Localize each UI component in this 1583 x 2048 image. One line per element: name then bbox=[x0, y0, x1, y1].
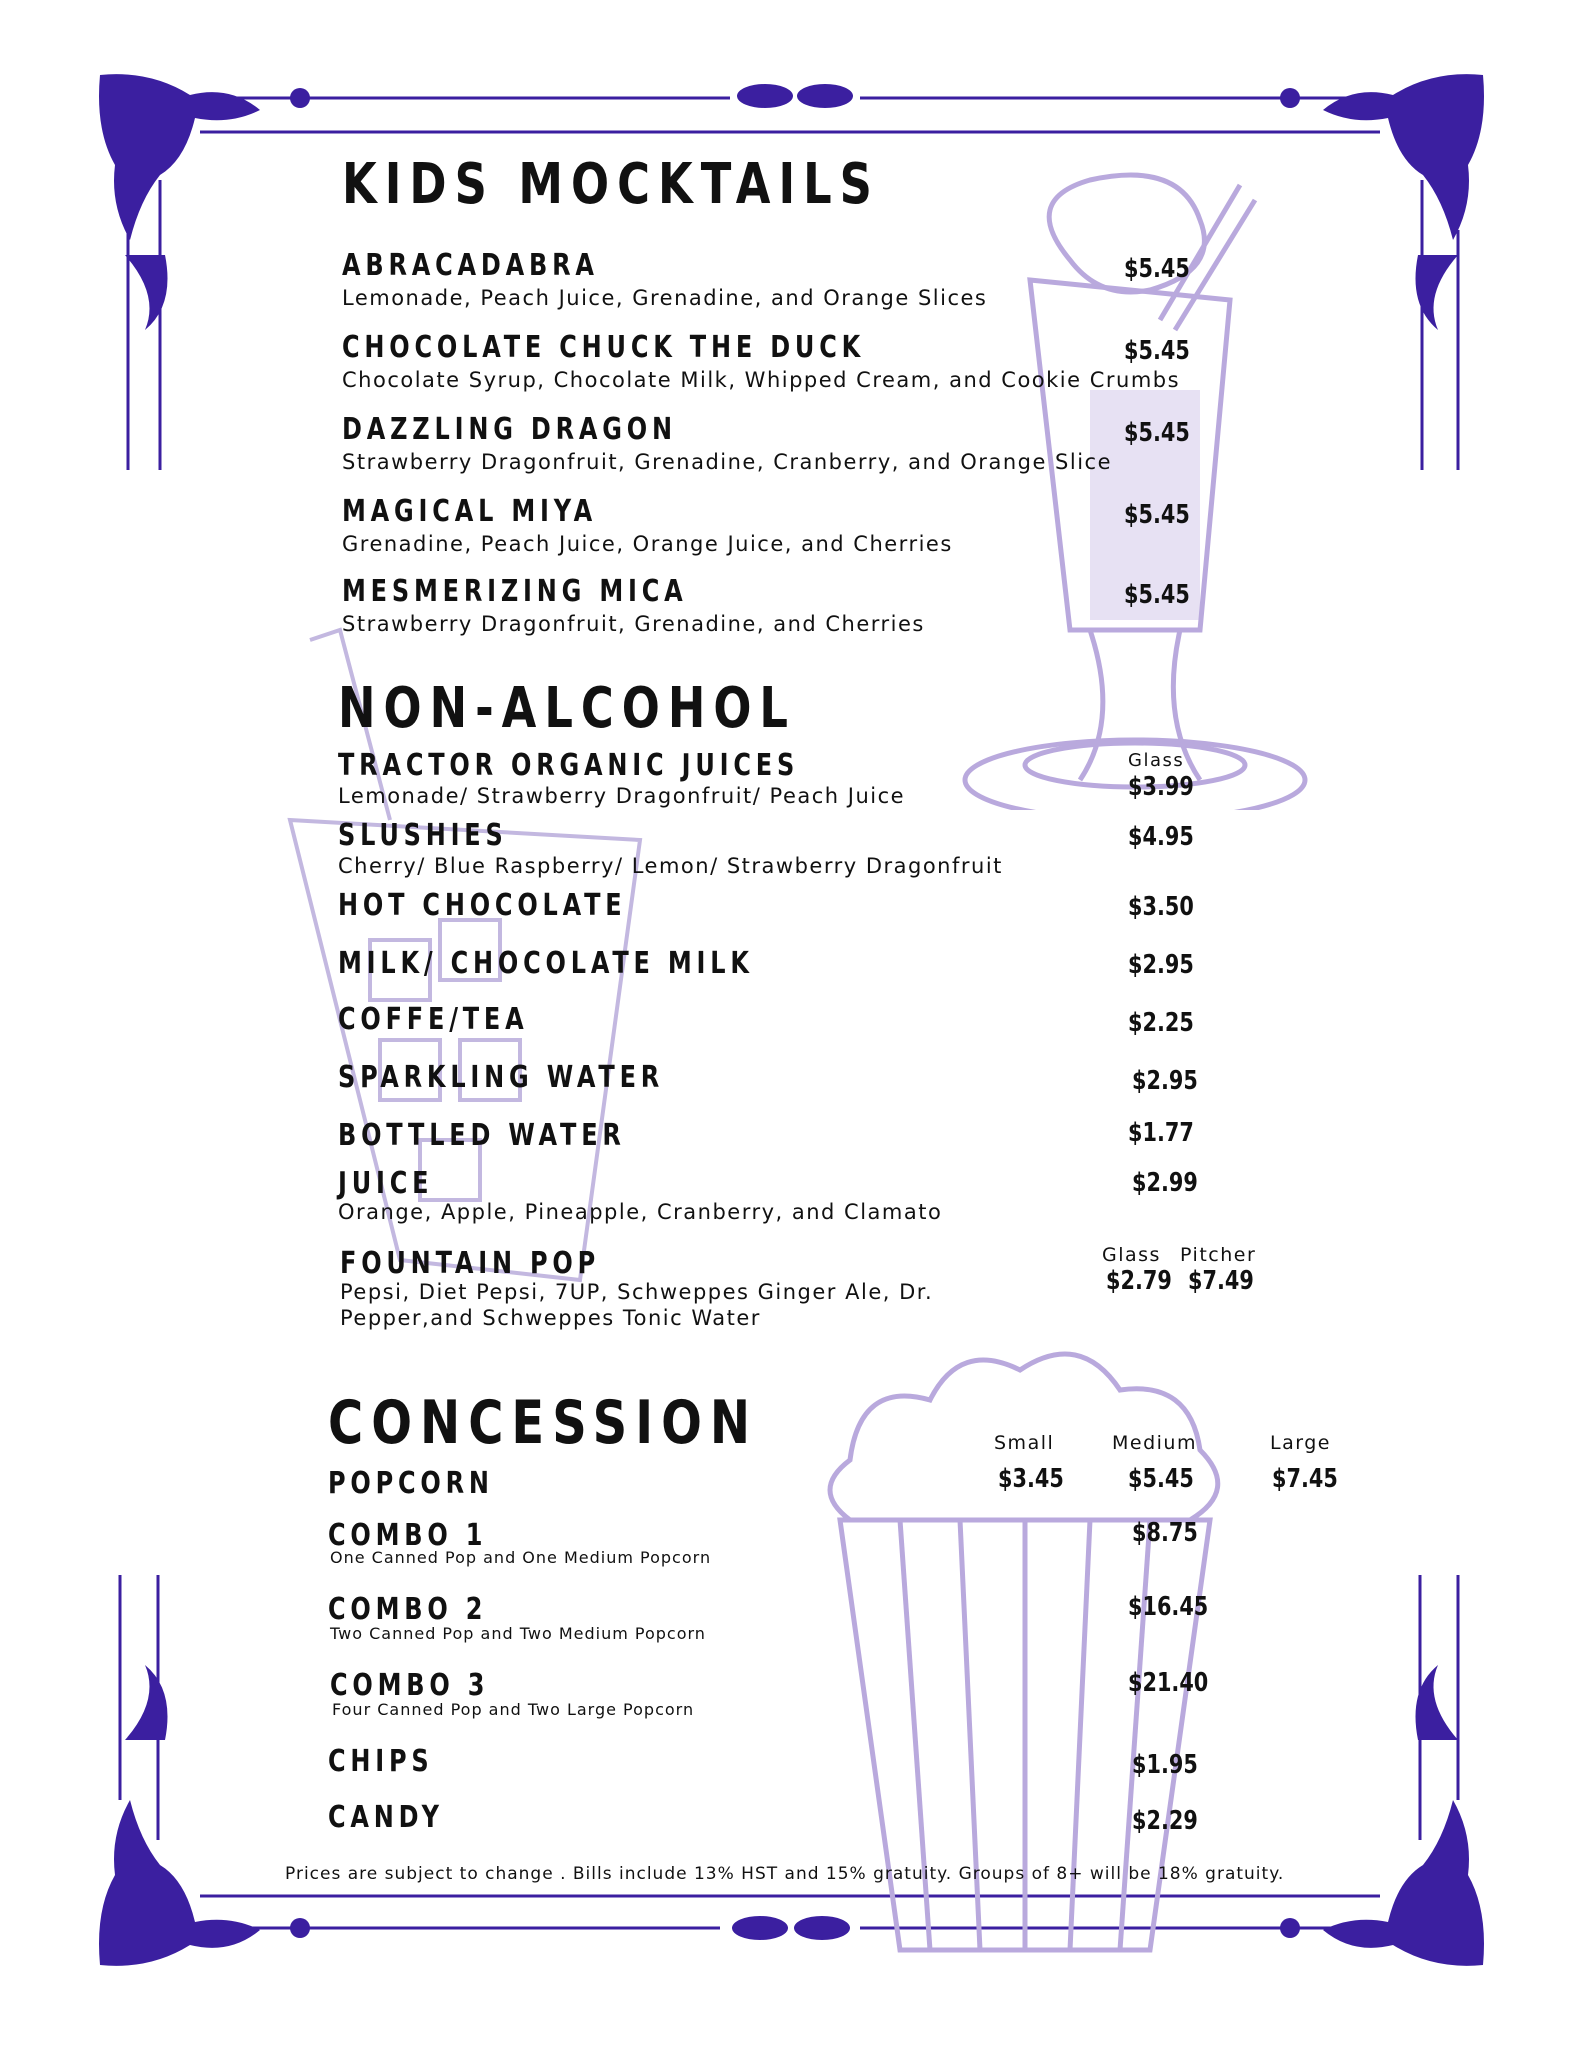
mocktail-price: $5.45 bbox=[1124, 580, 1190, 610]
glass-column-label: Glass bbox=[1102, 1244, 1161, 1266]
mocktail-price: $5.45 bbox=[1124, 254, 1190, 284]
mocktail-desc: Grenadine, Peach Juice, Orange Juice, and Cherries bbox=[342, 532, 953, 556]
drink-name: JUICE bbox=[338, 1166, 434, 1201]
drink-name: SLUSHIES bbox=[338, 818, 508, 853]
drink-name: COFFE/TEA bbox=[338, 1002, 529, 1037]
size-label-medium: Medium bbox=[1112, 1432, 1197, 1454]
concession-item-desc: Two Canned Pop and Two Medium Popcorn bbox=[330, 1624, 706, 1643]
mocktail-desc: Strawberry Dragonfruit, Grenadine, Cranberry, and Orange Slice bbox=[342, 450, 1113, 474]
fountain-pop-glass-price: $2.79 bbox=[1106, 1266, 1172, 1296]
mocktail-price: $5.45 bbox=[1124, 336, 1190, 366]
section-title-concession: CONCESSION bbox=[328, 1388, 759, 1458]
drink-price: $2.99 bbox=[1132, 1168, 1198, 1198]
concession-item-name: COMBO 1 bbox=[328, 1518, 488, 1553]
mocktail-price: $5.45 bbox=[1124, 418, 1190, 448]
mocktail-desc: Strawberry Dragonfruit, Grenadine, and Cherries bbox=[342, 612, 925, 636]
concession-item-price: $21.40 bbox=[1128, 1668, 1209, 1698]
concession-item-desc: One Canned Pop and One Medium Popcorn bbox=[330, 1548, 712, 1567]
mocktail-name: MAGICAL MIYA bbox=[342, 494, 597, 529]
size-label-large: Large bbox=[1270, 1432, 1331, 1454]
drink-desc: Lemonade/ Strawberry Dragonfruit/ Peach Juice bbox=[338, 784, 906, 808]
fountain-pop-name: FOUNTAIN POP bbox=[340, 1246, 601, 1281]
drink-desc: Orange, Apple, Pineapple, Cranberry, and Clamato bbox=[338, 1200, 943, 1224]
drink-price: $1.77 bbox=[1128, 1118, 1194, 1148]
concession-item-name: COMBO 2 bbox=[328, 1592, 488, 1627]
drink-name: TRACTOR ORGANIC JUICES bbox=[338, 748, 800, 783]
drink-price: $3.50 bbox=[1128, 892, 1194, 922]
drink-name: HOT CHOCOLATE bbox=[338, 888, 627, 923]
fountain-pop-pitcher-price: $7.49 bbox=[1188, 1266, 1254, 1296]
concession-item-name: CHIPS bbox=[328, 1744, 434, 1779]
popcorn-price-small: $3.45 bbox=[998, 1464, 1064, 1494]
concession-item-price: $16.45 bbox=[1128, 1592, 1209, 1622]
mocktail-name: MESMERIZING MICA bbox=[342, 574, 688, 609]
drink-desc: Cherry/ Blue Raspberry/ Lemon/ Strawberry Dragonfruit bbox=[338, 854, 1003, 878]
drink-name: SPARKLING WATER bbox=[338, 1060, 665, 1095]
drink-price: $2.95 bbox=[1132, 1066, 1198, 1096]
section-title-kids-mocktails: KIDS MOCKTAILS bbox=[342, 152, 880, 217]
drink-name: MILK/ CHOCOLATE MILK bbox=[338, 946, 754, 981]
concession-item-name: CANDY bbox=[328, 1800, 444, 1835]
drink-price: $4.95 bbox=[1128, 822, 1194, 852]
pitcher-column-label: Pitcher bbox=[1180, 1244, 1257, 1266]
concession-item-price: $1.95 bbox=[1132, 1750, 1198, 1780]
drink-price: $2.25 bbox=[1128, 1008, 1194, 1038]
footer-note: Prices are subject to change . Bills include 13% HST and 15% gratuity. Groups of 8+ will be 18% gratuity. bbox=[285, 1864, 1285, 1884]
concession-item-price: $2.29 bbox=[1132, 1806, 1198, 1836]
fountain-pop-desc-line1: Pepsi, Diet Pepsi, 7UP, Schweppes Ginger Ale, Dr. bbox=[340, 1280, 934, 1304]
mocktail-name: ABRACADABRA bbox=[342, 248, 599, 283]
section-title-non-alcohol: NON-ALCOHOL bbox=[338, 676, 796, 741]
drink-price: $2.95 bbox=[1128, 950, 1194, 980]
concession-item-name: COMBO 3 bbox=[330, 1668, 490, 1703]
concession-item-desc: Four Canned Pop and Two Large Popcorn bbox=[332, 1700, 695, 1719]
mocktail-desc: Lemonade, Peach Juice, Grenadine, and Orange Slices bbox=[342, 286, 988, 310]
glass-column-label: Glass bbox=[1128, 750, 1185, 771]
mocktail-name: DAZZLING DRAGON bbox=[342, 412, 677, 447]
popcorn-price-medium: $5.45 bbox=[1128, 1464, 1194, 1494]
popcorn-price-large: $7.45 bbox=[1272, 1464, 1338, 1494]
fountain-pop-desc-line2: Pepper,and Schweppes Tonic Water bbox=[340, 1306, 761, 1330]
size-label-small: Small bbox=[994, 1432, 1055, 1454]
popcorn-name: POPCORN bbox=[328, 1466, 494, 1501]
drink-price: $3.99 bbox=[1128, 772, 1194, 802]
concession-item-price: $8.75 bbox=[1132, 1518, 1198, 1548]
mocktail-price: $5.45 bbox=[1124, 500, 1190, 530]
drink-name: BOTTLED WATER bbox=[338, 1118, 626, 1153]
mocktail-name: CHOCOLATE CHUCK THE DUCK bbox=[342, 330, 866, 365]
mocktail-desc: Chocolate Syrup, Chocolate Milk, Whipped Cream, and Cookie Crumbs bbox=[342, 368, 1181, 392]
